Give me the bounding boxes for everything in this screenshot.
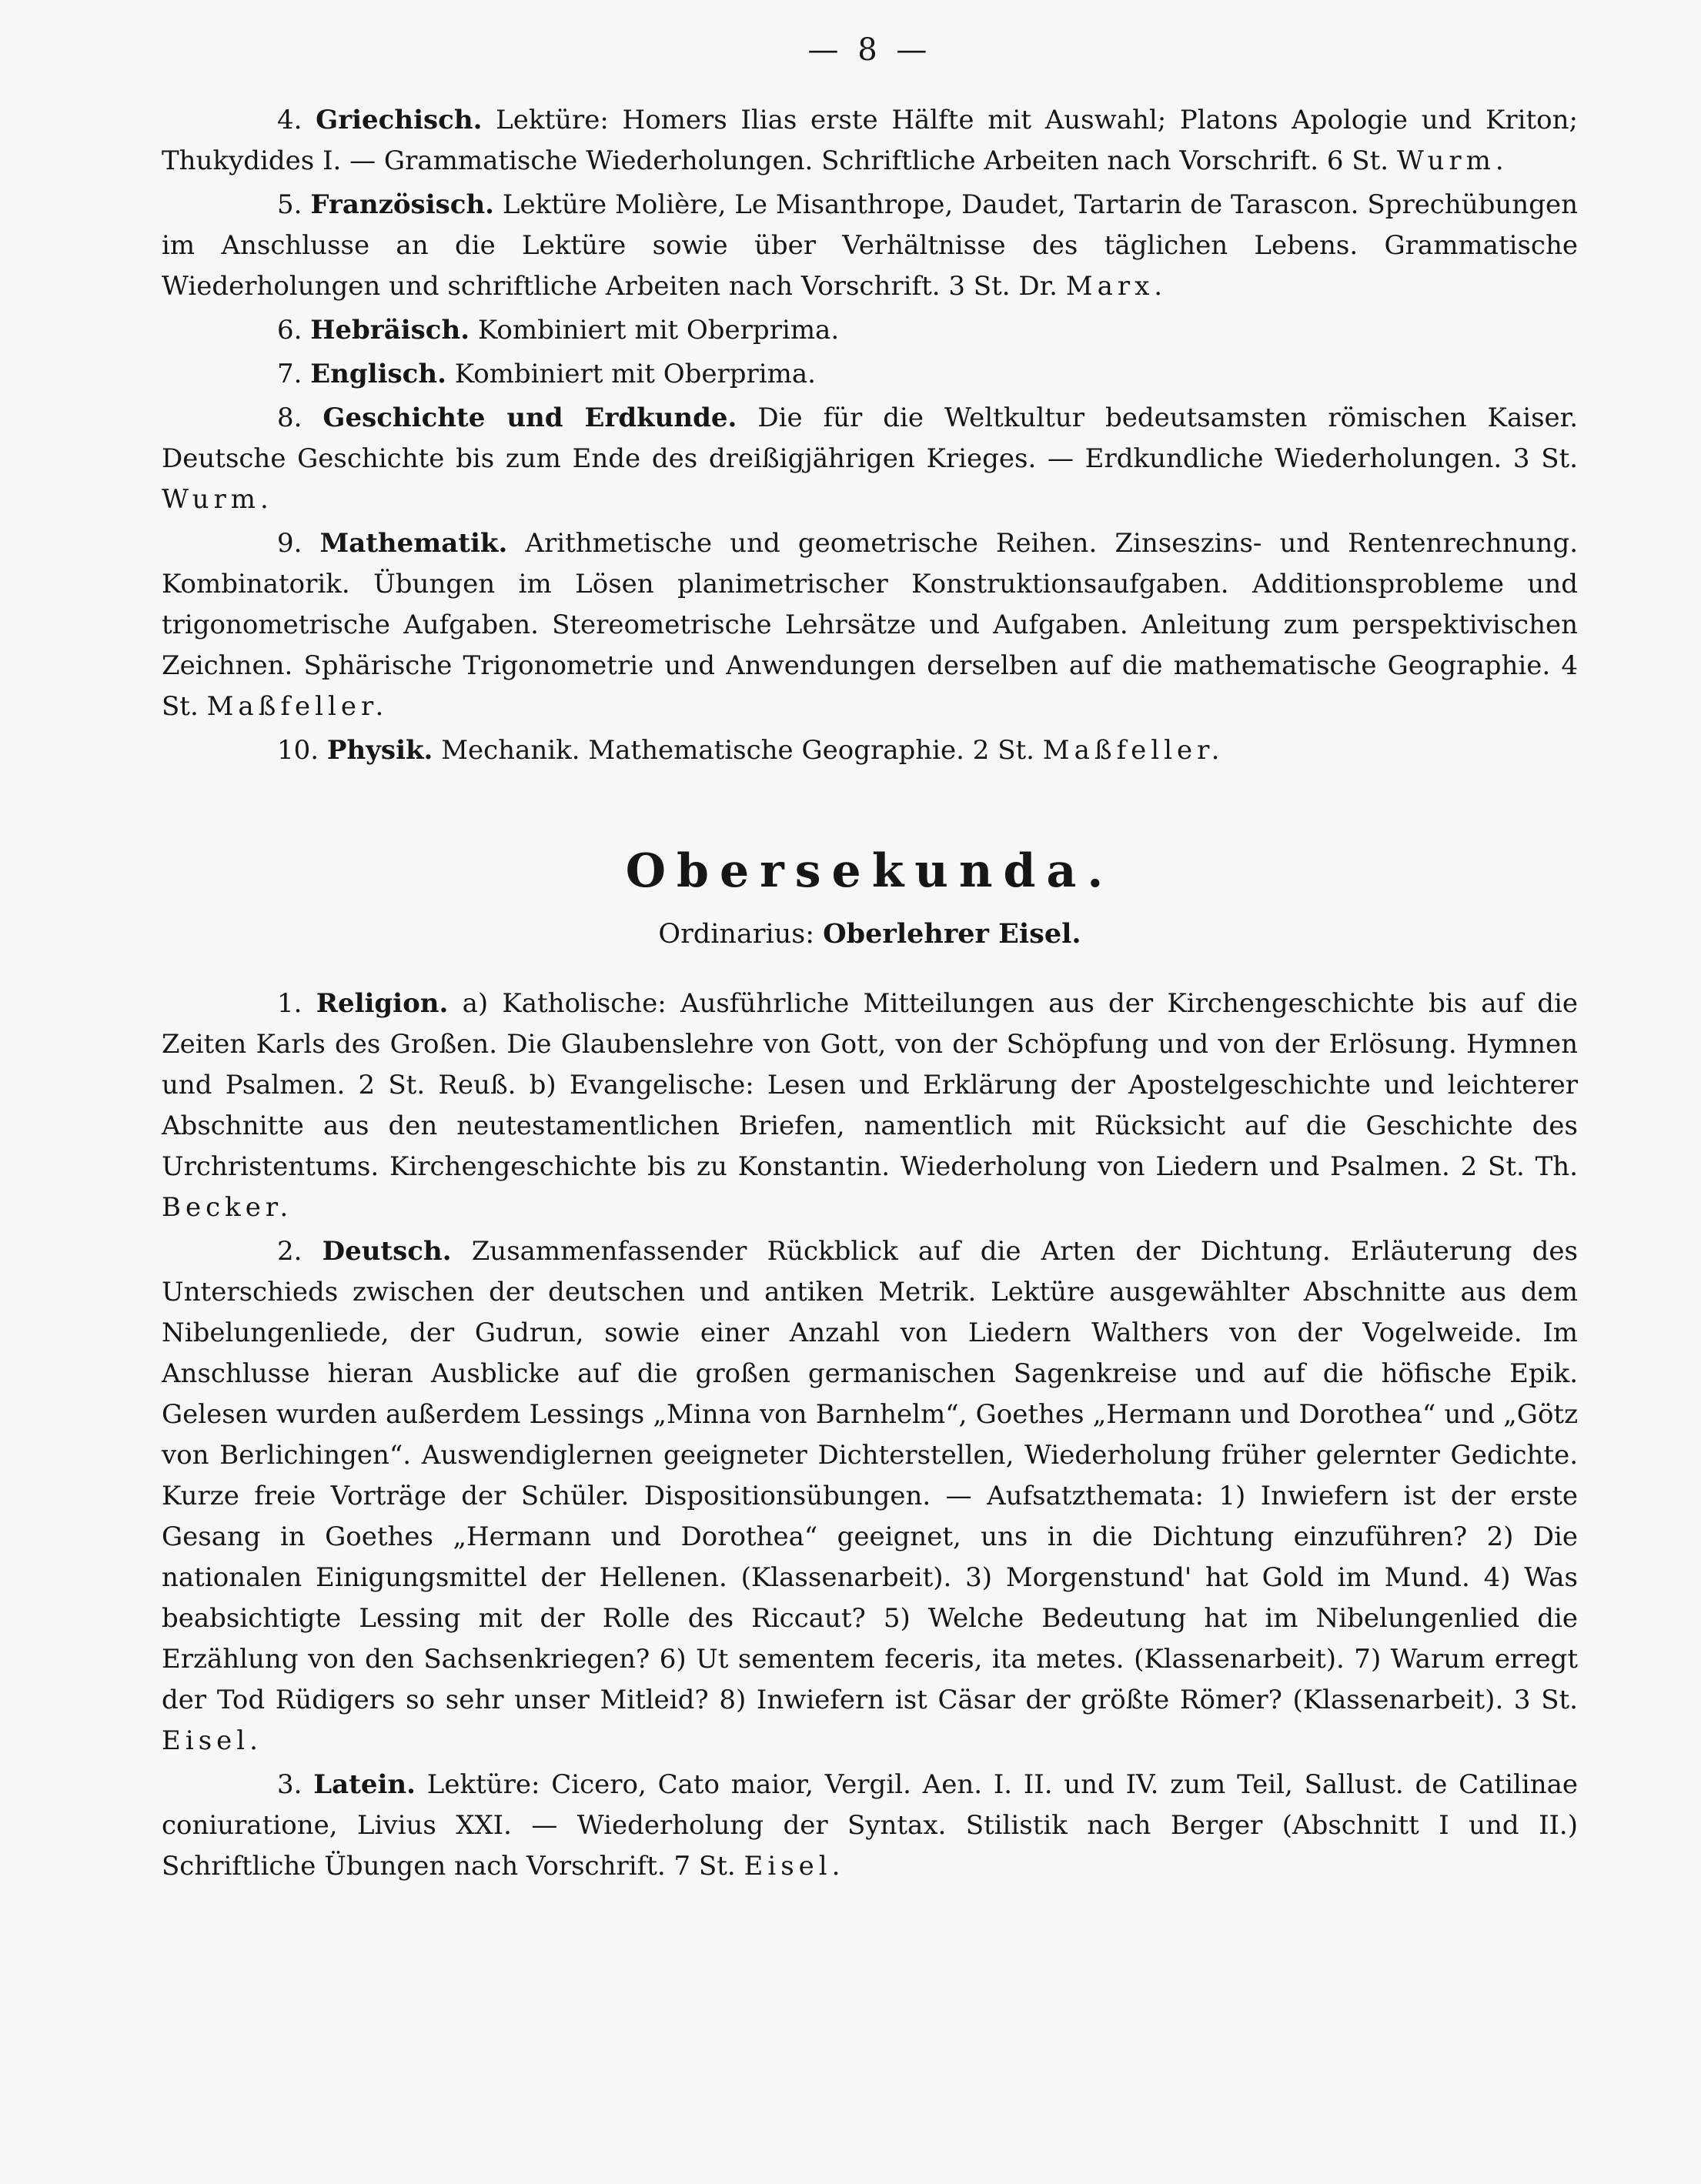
entry-number: 4.	[277, 105, 302, 135]
entry-number: 10.	[277, 735, 319, 766]
entry-text: Mechanik. Mathematische Geographie. 2 St.	[441, 735, 1034, 766]
entry-text: Lektüre: Cicero, Cato maior, Vergil. Aen. I. II. und IV. zum Teil, Sallust. de Catilinae coniuratione, Livius XXI. — Wiederholung der Syntax. Stilistik nach Berger (Abschnitt I und II.) Schriftliche Übungen nach Vorschrift. 7 St.	[162, 1769, 1578, 1882]
teacher-name: Wurm.	[162, 484, 273, 515]
teacher-name: Marx.	[1065, 271, 1168, 302]
entry-text: Arithmetische und geometrische Reihen. Zinseszins- und Rentenrechnung. Kombinatorik. Übungen im Lösen planimetrischer Konstruktionsaufgaben. Additionsprobleme und trigonometrische Aufgaben. Stereometrische Lehrsätze und Aufgaben. Anleitung zum perspektivischen Zeichnen. Sphärische Trigonometrie und Anwendungen derselben auf die mathematische Geographie. 4 St.	[162, 528, 1579, 722]
subject-entry-religion	[162, 983, 1578, 1228]
page	[162, 23, 1578, 2170]
teacher-name: Eisel.	[744, 1851, 845, 1882]
subject-title: Griechisch.	[316, 105, 483, 135]
subject-entry-english	[162, 354, 1578, 395]
entry-text: Zusammenfassender Rückblick auf die Arten der Dichtung. Erläuterung des Unterschieds zwischen der deutschen und antiken Metrik. Lektüre ausgewählter Abschnitte aus dem Nibelungenliede, der Gudrun, sowie einer Anzahl von Liedern Walthers von der Vogelweide. Im Anschlusse hieran Ausblicke auf die großen germanischen Sagenkreise und auf die höfische Epik. Gelesen wurden außerdem Lessings „Minna von Barnhelm“, Goethes „Hermann und Dorothea“ und „Götz von Berlichingen“. Auswendiglernen geeigneter Dichterstellen, Wiederholung früher gelernter Gedichte. Kurze freie Vorträge der Schüler. Dispositionsübungen. — Aufsatzthemata: 1) Inwiefern ist der erste Gesang in Goethes „Hermann und Dorothea“ geeignet, uns in die Dichtung einzuführen? 2) Die nationalen Einigungsmittel der Hellenen. (Klassenarbeit). 3) Morgenstund' hat Gold im Mund. 4) Was beabsichtigte Lessing mit der Rolle des Riccaut? 5) Welche Bedeutung hat im Nibelungenlied die Erzählung von den Sachsenkriegen? 6) Ut sementem feceris, ita metes. (Klassenarbeit). 7) Warum erregt der Tod Rüdigers so sehr unser Mitleid? 8) Inwiefern ist Cäsar der größte Römer? (Klassenarbeit). 3 St.	[162, 1236, 1578, 1715]
entry-text: Lektüre Molière, Le Misanthrope, Daudet, Tartarin de Tarascon. Sprechübungen im Anschlusse an die Lektüre sowie über Verhältnisse des täglichen Lebens. Grammatische Wiederholungen und schriftliche Arbeiten nach Vorschrift. 3 St. Dr.	[162, 189, 1578, 302]
subject-title: Französisch.	[310, 189, 495, 220]
teacher-name: Wurm.	[1396, 145, 1509, 176]
entry-number: 2.	[277, 1236, 302, 1267]
entry-text: Kombiniert mit Oberprima.	[477, 315, 840, 346]
teacher-name: Eisel.	[162, 1725, 262, 1756]
entry-number: 1.	[277, 988, 302, 1019]
subject-entry-physics	[162, 730, 1578, 771]
entry-number: 5.	[277, 189, 302, 220]
section-heading: Obersekunda.	[625, 844, 1115, 898]
teacher-name: Maßfeller.	[206, 691, 389, 722]
ordinarius-label: Ordinarius:	[658, 919, 815, 950]
subject-entry-history-geography	[162, 398, 1578, 520]
entry-text: Lektüre: Homers Ilias erste Hälfte mit Auswahl; Platons Apologie und Kriton; Thukydides I. — Grammatische Wiederholungen. Schriftliche Arbeiten nach Vorschrift. 6 St.	[162, 105, 1579, 176]
subject-entry-french	[162, 185, 1578, 307]
ordinarius-line	[162, 913, 1578, 956]
subject-entry-german	[162, 1231, 1578, 1762]
entry-number: 8.	[277, 402, 302, 433]
entry-number: 7.	[277, 359, 302, 389]
subject-title: Religion.	[316, 988, 449, 1019]
page-number: — 8 —	[807, 32, 932, 68]
subject-title: Englisch.	[310, 359, 446, 389]
entry-number: 6.	[277, 315, 302, 346]
subject-title: Hebräisch.	[310, 315, 470, 346]
ordinarius-name: Oberlehrer Eisel.	[823, 918, 1081, 950]
subject-title: Latein.	[313, 1769, 416, 1800]
teacher-name: Becker.	[162, 1192, 293, 1223]
entry-text: a) Katholische: Ausführliche Mitteilungen aus der Kirchengeschichte bis auf die Zeiten Karls des Großen. Die Glaubenslehre von Gott, von der Schöpfung und von der Erlösung. Hymnen und Psalmen. 2 St. Reuß. b) Evangelische: Lesen und Erklärung der Apostelgeschichte und leichterer Abschnitte aus den neutestamentlichen Briefen, namentlich mit Rücksicht auf die Geschichte des Urchristentums. Kirchengeschichte bis zu Konstantin. Wiederholung von Liedern und Psalmen. 2 St. Th.	[162, 988, 1579, 1182]
subject-entry-greek	[162, 100, 1578, 182]
teacher-name: Maßfeller.	[1042, 735, 1225, 766]
entry-number: 9.	[277, 528, 302, 559]
subject-title: Geschichte und Erdkunde.	[322, 402, 737, 433]
subject-title: Mathematik.	[319, 528, 508, 559]
subject-entry-hebrew	[162, 310, 1578, 351]
subject-title: Physik.	[326, 735, 433, 766]
entry-text: Kombiniert mit Oberprima.	[454, 359, 816, 389]
bottom-subject-list	[162, 983, 1578, 1887]
entry-text: Die für die Weltkultur bedeutsamsten römischen Kaiser. Deutsche Geschichte bis zum Ende des dreißigjährigen Krieges. — Erdkundliche Wiederholungen. 3 St.	[162, 402, 1578, 474]
subject-title: Deutsch.	[322, 1236, 452, 1267]
subject-entry-mathematics	[162, 523, 1578, 727]
top-subject-list	[162, 100, 1578, 771]
entry-number: 3.	[277, 1769, 302, 1800]
subject-entry-latin	[162, 1765, 1578, 1887]
